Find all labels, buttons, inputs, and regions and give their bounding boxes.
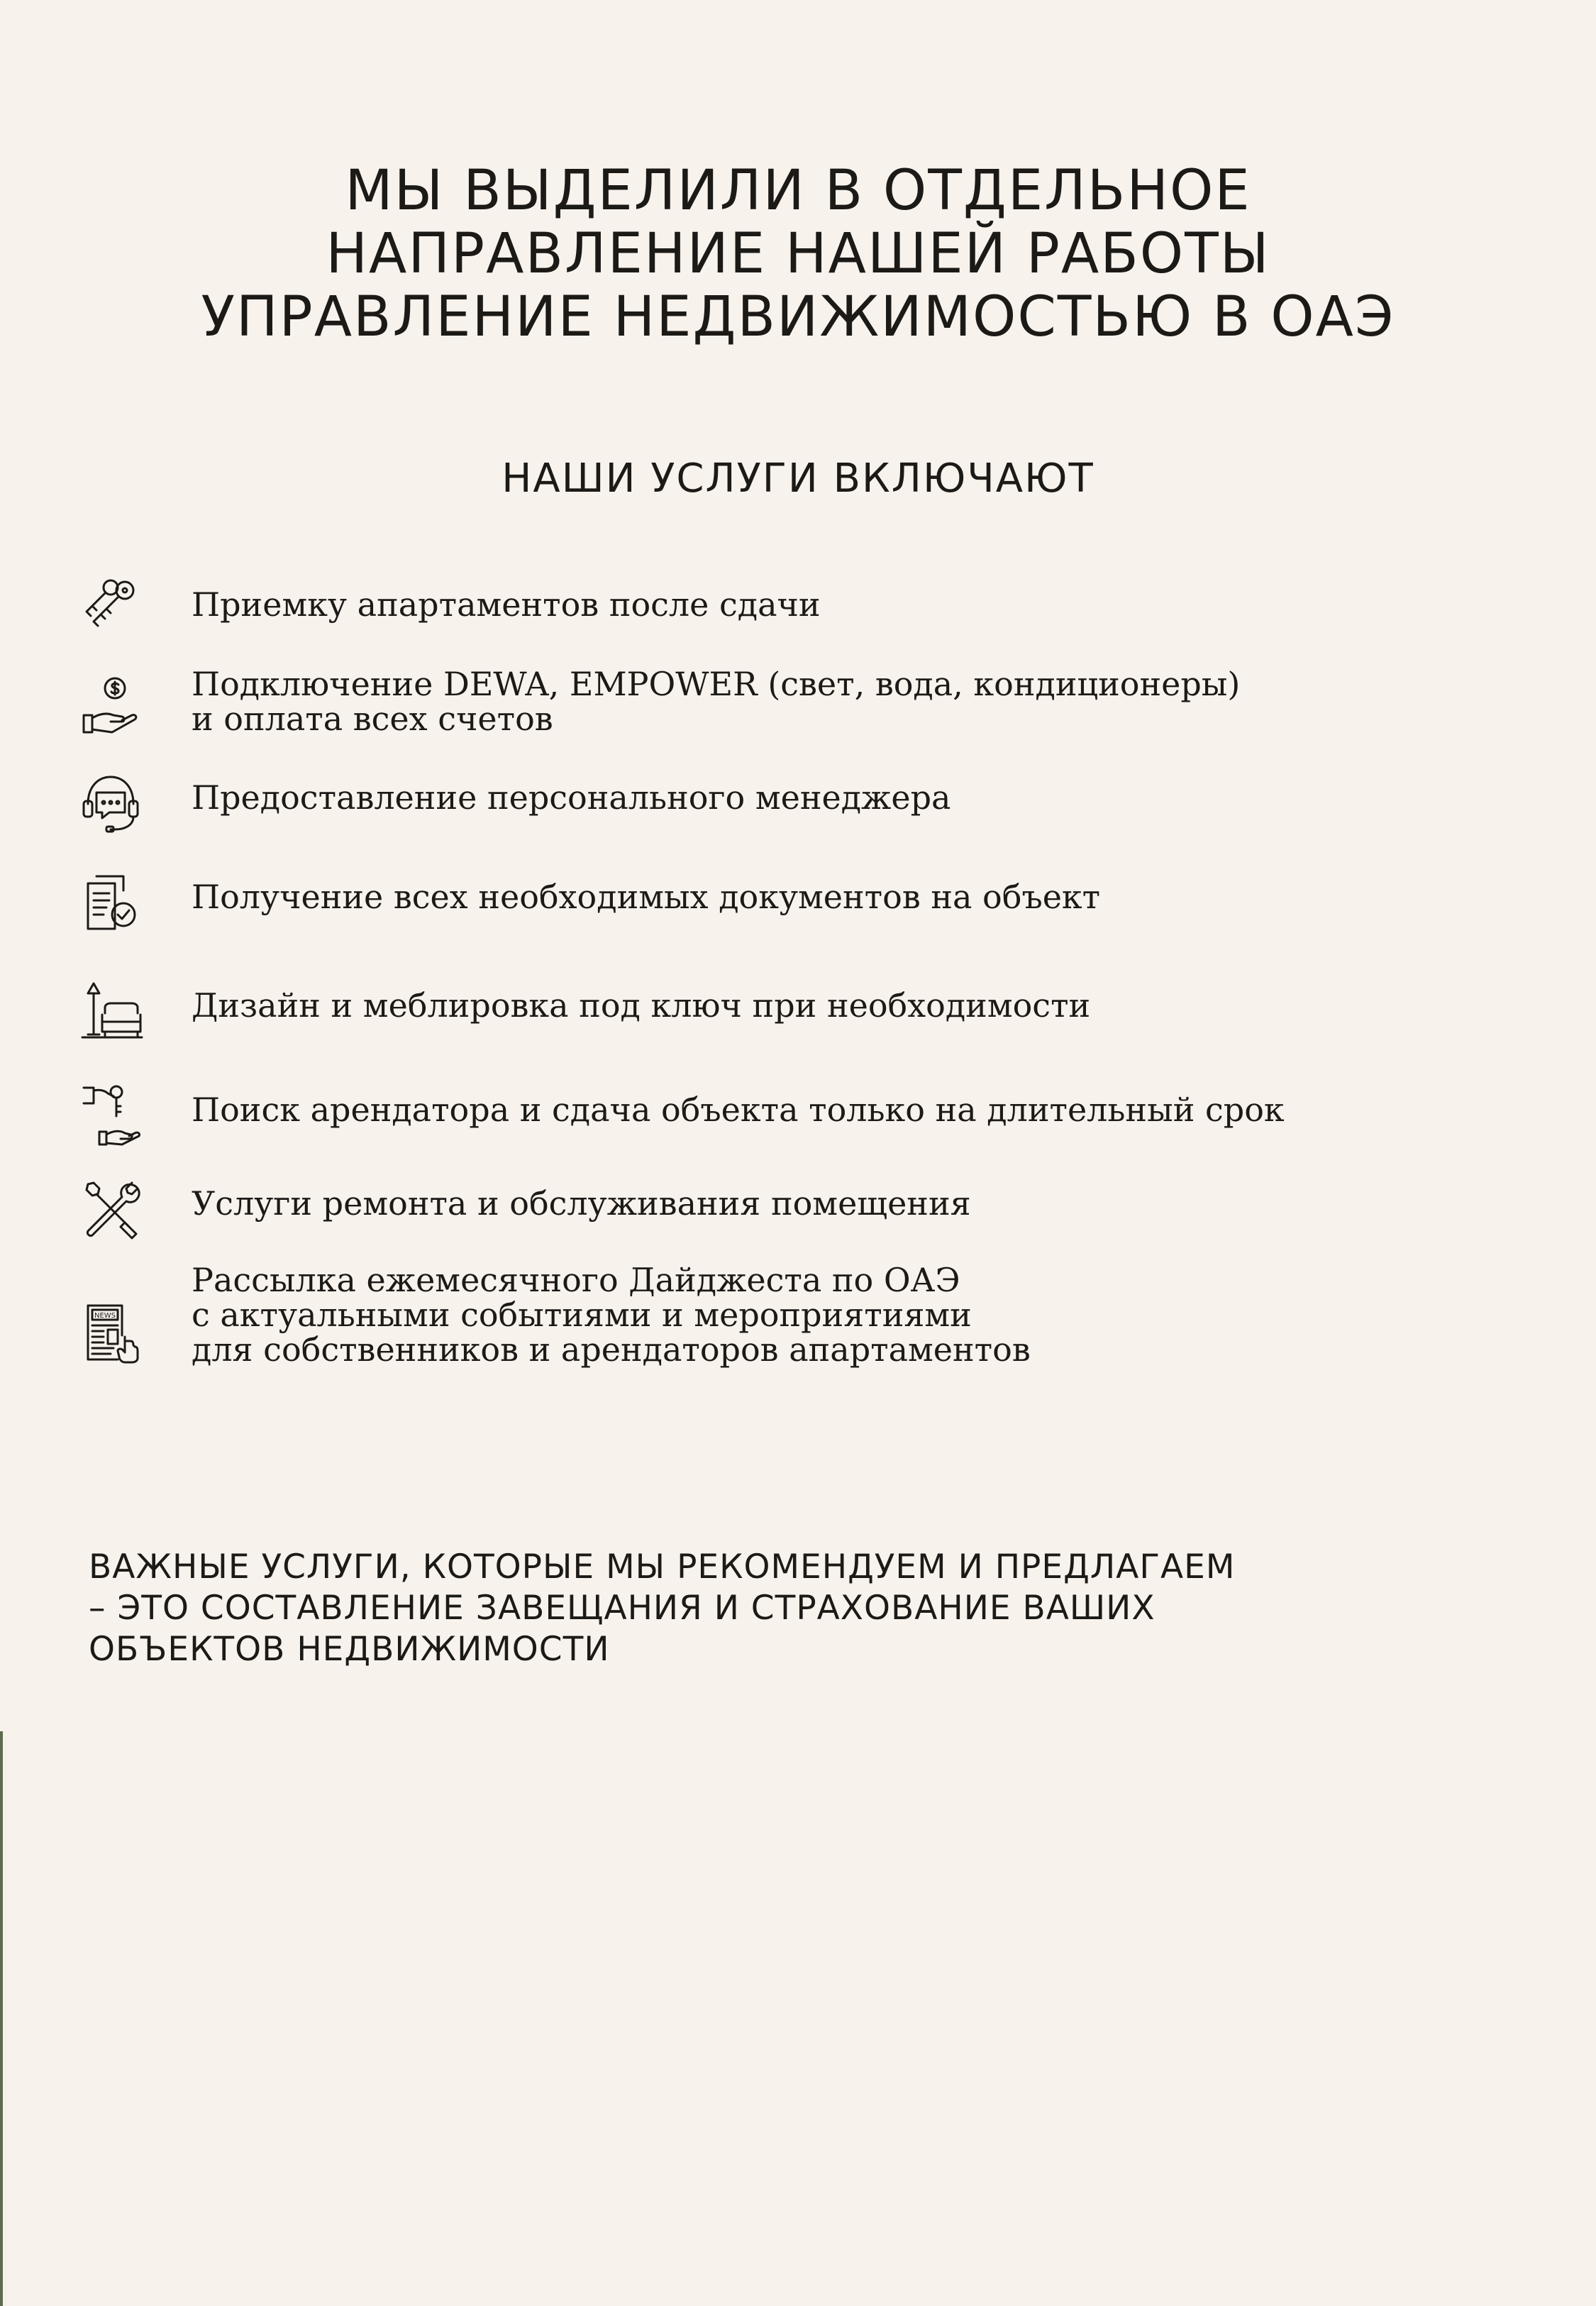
title-line: УПРАВЛЕНИЕ НЕДВИЖИМОСТЬЮ В ОАЭ (201, 285, 1395, 349)
title-line: МЫ ВЫДЕЛИЛИ В ОТДЕЛЬНОЕ (345, 159, 1251, 223)
service-text (192, 667, 1240, 737)
service-line: Дизайн и меблировка под ключ при необходимости (192, 986, 1091, 1025)
note-line: ОБЪЕКТОВ НЕДВИЖИМОСТИ (89, 1630, 610, 1669)
service-text (192, 780, 951, 815)
service-text (192, 880, 1100, 915)
service-text (192, 1093, 1285, 1127)
service-line: и оплата всех счетов (192, 700, 553, 738)
service-text (192, 1263, 1031, 1367)
service-item (78, 1176, 1539, 1261)
service-line: Рассылка ежемесячного Дайджеста по ОАЭ (192, 1261, 960, 1299)
newsletter-icon (78, 1300, 143, 1365)
service-text (192, 988, 1090, 1023)
recommended-services-note (89, 1547, 1507, 1670)
service-item (78, 978, 1539, 1063)
svg-text:NEWS: NEWS (94, 1312, 116, 1320)
service-item (78, 1082, 1539, 1167)
service-line: для собственников и арендаторов апартаментов (192, 1330, 1031, 1369)
left-accent-rule (0, 1731, 3, 2306)
page-title (0, 160, 1596, 349)
tools-icon (78, 1176, 143, 1241)
service-item (78, 667, 1539, 752)
service-item (78, 1261, 1539, 1369)
service-text (192, 1186, 971, 1221)
key-handover-icon (78, 1082, 143, 1147)
title-line: НАПРАВЛЕНИЕ НАШЕЙ РАБОТЫ (326, 222, 1270, 286)
service-line: Услуги ремонта и обслуживания помещения (192, 1184, 971, 1223)
service-item (78, 770, 1539, 855)
service-item (78, 869, 1539, 954)
service-line: Подключение DEWA, EMPOWER (свет, вода, кондиционеры) (192, 665, 1241, 703)
documents-check-icon (78, 869, 143, 934)
service-text (192, 587, 821, 622)
hand-coin-icon (78, 673, 143, 738)
headset-chat-icon (78, 770, 143, 835)
service-line: Получение всех необходимых документов на объект (192, 878, 1101, 916)
services-heading: НАШИ УСЛУГИ ВКЛЮЧАЮТ (501, 456, 1095, 502)
keys-icon (78, 573, 143, 639)
sofa-lamp-icon (78, 978, 143, 1043)
note-line: ВАЖНЫЕ УСЛУГИ, КОТОРЫЕ МЫ РЕКОМЕНДУЕМ И ПРЕДЛАГАЕМ (89, 1548, 1236, 1587)
service-line: Предоставление персонального менеджера (192, 778, 951, 817)
service-line: Поиск арендатора и сдача объекта только на длительный срок (192, 1091, 1285, 1129)
service-item (78, 573, 1539, 658)
service-line: Приемку апартаментов после сдачи (192, 585, 821, 624)
service-line: с актуальными событиями и мероприятиями (192, 1296, 972, 1334)
note-line: – ЭТО СОСТАВЛЕНИЕ ЗАВЕЩАНИЯ И СТРАХОВАНИЕ ВАШИХ (89, 1589, 1156, 1628)
